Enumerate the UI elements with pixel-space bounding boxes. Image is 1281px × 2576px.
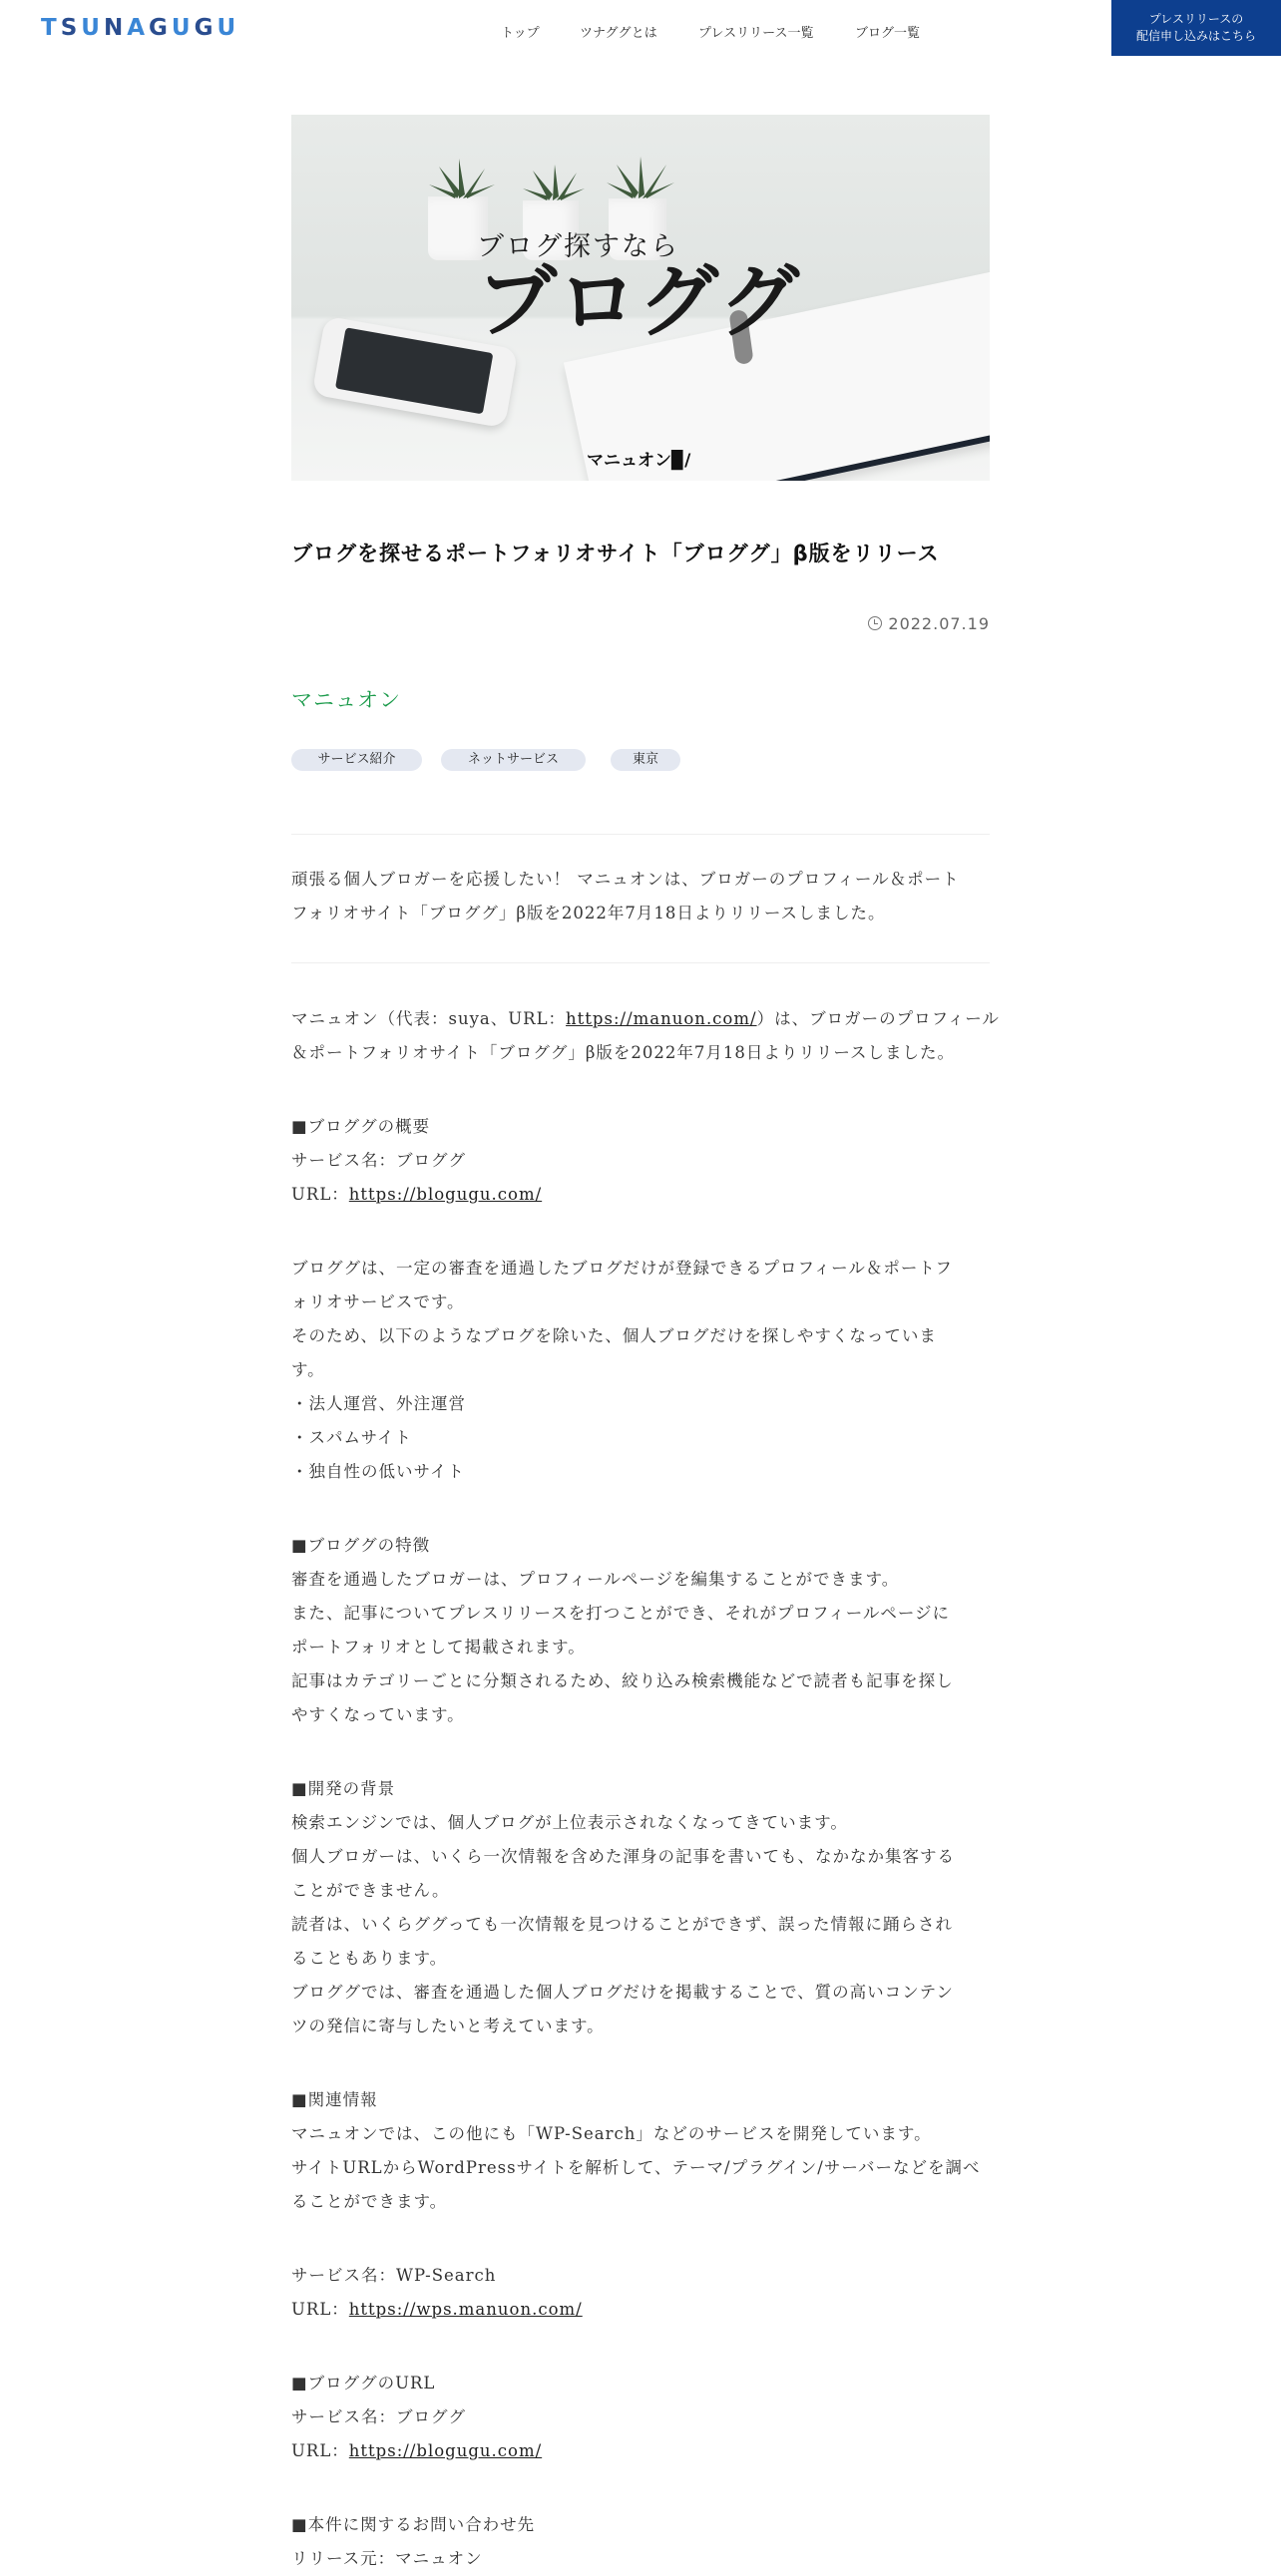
hero-brand: マニュオン▉/: [587, 451, 691, 471]
nav-press-list[interactable]: プレスリリース一覧: [698, 26, 814, 41]
body-line: ブロググでは、審査を通過した個人ブログだけを掲載することで、質の高いコンテン: [291, 1983, 954, 2002]
body-line: マニュオンでは、この他にも「WP-Search」などのサービスを開発しています。: [291, 2124, 932, 2143]
section-heading: ■ブロググの特徴: [291, 1536, 431, 1555]
body-line: ォリオサービスです。: [291, 1292, 465, 1311]
phone-screen: [335, 327, 493, 414]
hero-subtitle: ブログ探すなら: [477, 231, 679, 262]
article-body: [291, 1002, 1000, 2576]
url-line: [291, 2434, 990, 2468]
service-name: サービス名：ブロググ: [291, 2407, 466, 2426]
succulent-leaves: [419, 155, 688, 204]
section-heading: ■関連情報: [291, 2090, 378, 2109]
body-line: 検索エンジンでは、個人ブログが上位表示されなくなってきています。: [291, 1813, 848, 1832]
logo-letter: S: [60, 15, 82, 41]
intro-prefix: マニュオン（代表：suya、URL：: [291, 1009, 567, 1028]
body-line: ブロググは、一定の審査を通過したブログだけが登録できるプロフィール＆ポートフ: [291, 1259, 953, 1278]
cta-line1: プレスリリースの: [1148, 12, 1244, 26]
section-heading: ■ブロググのURL: [291, 2374, 436, 2392]
logo-letter: G: [194, 15, 217, 41]
divider: [291, 834, 990, 835]
logo-letter: U: [216, 15, 240, 41]
logo-letter: T: [41, 15, 61, 41]
hero-image: [291, 115, 990, 481]
body-line: ことができません。: [291, 1881, 450, 1900]
nav-blog-list[interactable]: ブログ一覧: [855, 26, 921, 41]
logo-letter: U: [171, 15, 195, 41]
article-title: ブログを探せるポートフォリオサイト「ブロググ」β版をリリース: [291, 542, 940, 565]
body-line: ポートフォリオとして掲載されます。: [291, 1638, 586, 1656]
main-nav: [0, 22, 1281, 42]
lead-line: フォリオサイト「ブロググ」β版を2022年7月18日よりリリースしました。: [291, 904, 886, 922]
body-line: ・スパムサイト: [291, 1428, 413, 1447]
hero-title: ブロググ: [477, 255, 800, 348]
section-heading: ■本件に関するお問い合わせ先: [291, 2515, 536, 2534]
body-line: また、記事についてプレスリリースを打つことができ、それがプロフィールページに: [291, 1604, 951, 1623]
manuon-link[interactable]: https://manuon.com/: [566, 1009, 757, 1028]
contact-line: リリース元：マニュオン: [291, 2549, 483, 2568]
url-line: [291, 2293, 990, 2327]
press-signup-button[interactable]: [1111, 0, 1281, 56]
intro-line: [291, 1002, 1000, 1036]
logo-letter: N: [103, 15, 128, 41]
tag-net-service[interactable]: ネットサービス: [441, 749, 586, 771]
body-line: ・独自性の低いサイト: [291, 1462, 465, 1481]
section-heading: ■ブロググの概要: [291, 1117, 431, 1136]
url-line: [291, 1178, 990, 1212]
cta-line2: 配信申し込みはこちら: [1135, 29, 1256, 43]
body-line: ることができます。: [291, 2192, 448, 2211]
divider: [291, 962, 990, 963]
logo-letter: G: [149, 15, 172, 41]
site-header: [0, 0, 1281, 56]
nav-top[interactable]: トップ: [501, 26, 540, 41]
lead-paragraph: [291, 863, 990, 930]
publish-date: [858, 614, 990, 633]
url-label: URL：: [291, 2300, 349, 2319]
lead-line: 頑張る個人ブロガーを応援したい！ マニュオンは、ブロガーのプロフィール＆ポート: [291, 870, 960, 889]
nav-about[interactable]: ツナググとは: [580, 26, 657, 41]
body-line: 審査を通過したブロガーは、プロフィールページを編集することができます。: [291, 1570, 900, 1589]
body-line: 読者は、いくらググっても一次情報を見つけることができず、誤った情報に踊らされ: [291, 1915, 954, 1934]
body-line: ・法人運営、外注運営: [291, 1394, 466, 1413]
wp-search-link[interactable]: https://wps.manuon.com/: [348, 2300, 583, 2319]
company-link[interactable]: マニュオン: [291, 688, 401, 712]
body-line: ることもあります。: [291, 1949, 448, 1968]
service-name: サービス名：ブロググ: [291, 1151, 466, 1170]
url-label: URL：: [291, 2441, 349, 2460]
body-line: サイトURLからWordPressサイトを解析して、テーマ/プラグイン/サーバーなどを調べ: [291, 2158, 981, 2177]
body-line: 記事はカテゴリーごとに分類されるため、絞り込み検索機能などで読者も記事を探し: [291, 1671, 954, 1690]
service-name: サービス名：WP-Search: [291, 2266, 497, 2285]
intro-suffix: ）は、ブロガーのプロフィール: [756, 1009, 1000, 1028]
body-line: す。: [291, 1360, 325, 1379]
logo-letter: U: [81, 15, 104, 41]
body-line: 個人ブロガーは、いくら一次情報を含めた渾身の記事を書いても、なかなか集客する: [291, 1847, 955, 1866]
date-text: 2022.07.19: [888, 614, 990, 633]
tag-tokyo[interactable]: 東京: [611, 749, 680, 771]
body-line: そのため、以下のようなブログを除いた、個人ブログだけを探しやすくなっていま: [291, 1326, 937, 1345]
tag-service-intro[interactable]: サービス紹介: [291, 749, 422, 771]
body-line: ツの発信に寄与したいと考えています。: [291, 2017, 605, 2035]
logo-letter: A: [127, 15, 150, 41]
clock-icon: [868, 616, 882, 630]
intro-line: ＆ポートフォリオサイト「ブロググ」β版を2022年7月18日よりリリースしました。: [291, 1043, 956, 1062]
section-heading: ■開発の背景: [291, 1779, 396, 1798]
url-label: URL：: [291, 1185, 349, 1204]
blogugu-link[interactable]: https://blogugu.com/: [348, 1185, 543, 1204]
blogugu-link[interactable]: https://blogugu.com/: [348, 2441, 543, 2460]
body-line: やすくなっています。: [291, 1705, 465, 1724]
